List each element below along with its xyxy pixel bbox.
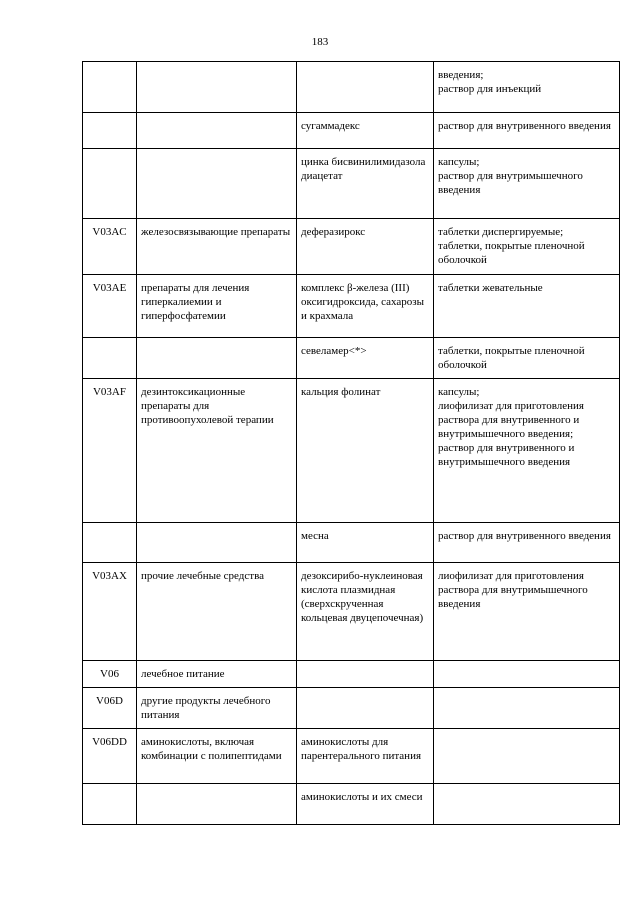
dosage-form-cell: капсулы; раствор для внутримышечного введения <box>434 149 620 219</box>
atc-code-cell <box>83 149 137 219</box>
dosage-form-cell <box>434 688 620 729</box>
drug-name-cell: аминокислоты и их смеси <box>297 784 434 825</box>
dosage-form-cell: введения; раствор для инъекций <box>434 62 620 113</box>
table-row <box>83 563 620 661</box>
group-cell: дезинтоксикационные препараты для противоопухолевой терапии <box>137 379 297 523</box>
dosage-form-cell <box>434 729 620 784</box>
table-row <box>83 523 620 563</box>
drug-name-cell <box>297 688 434 729</box>
dosage-form-cell: таблетки жевательные <box>434 275 620 338</box>
page-number: 183 <box>311 36 329 48</box>
group-cell: другие продукты лечебного питания <box>137 688 297 729</box>
dosage-form-cell: таблетки, покрытые пленочной оболочкой <box>434 338 620 379</box>
drug-name-cell: аминокислоты для парентерального питания <box>297 729 434 784</box>
table-row <box>83 688 620 729</box>
atc-code-cell <box>83 62 137 113</box>
dosage-form-cell: капсулы; лиофилизат для приготовления раствора для внутривенного и внутримышечного введения; раствор для внутривенного и внутримышечного введения <box>434 379 620 523</box>
drug-name-cell: деферазирокс <box>297 219 434 275</box>
drug-name-cell: цинка бисвинилимидазола диацетат <box>297 149 434 219</box>
group-cell <box>137 784 297 825</box>
table-row <box>83 784 620 825</box>
group-cell <box>137 149 297 219</box>
dosage-form-cell: лиофилизат для приготовления раствора для внутримышечного введения <box>434 563 620 661</box>
dosage-form-cell: раствор для внутривенного введения <box>434 523 620 563</box>
group-cell: лечебное питание <box>137 661 297 688</box>
atc-code-cell: V06D <box>83 688 137 729</box>
drug-name-cell <box>297 661 434 688</box>
atc-code-cell <box>83 113 137 149</box>
table-row <box>83 113 620 149</box>
table-row <box>83 275 620 338</box>
dosage-form-cell <box>434 784 620 825</box>
atc-code-cell: V06DD <box>83 729 137 784</box>
atc-code-cell: V03AX <box>83 563 137 661</box>
group-cell <box>137 523 297 563</box>
table-row <box>83 338 620 379</box>
table-row <box>83 149 620 219</box>
drug-name-cell: комплекс β-железа (III) оксигидроксида, сахарозы и крахмала <box>297 275 434 338</box>
group-cell <box>137 113 297 149</box>
drug-name-cell: севеламер<*> <box>297 338 434 379</box>
atc-code-cell <box>83 338 137 379</box>
dosage-form-cell: раствор для внутривенного введения <box>434 113 620 149</box>
drug-table <box>82 61 620 825</box>
table-row <box>83 379 620 523</box>
drug-name-cell: кальция фолинат <box>297 379 434 523</box>
table-row <box>83 219 620 275</box>
group-cell: прочие лечебные средства <box>137 563 297 661</box>
group-cell: аминокислоты, включая комбинации с полипептидами <box>137 729 297 784</box>
group-cell: железосвязывающие препараты <box>137 219 297 275</box>
dosage-form-cell <box>434 661 620 688</box>
atc-code-cell <box>83 784 137 825</box>
group-cell <box>137 62 297 113</box>
atc-code-cell: V03AF <box>83 379 137 523</box>
dosage-form-cell: таблетки диспергируемые; таблетки, покрытые пленочной оболочкой <box>434 219 620 275</box>
group-cell: препараты для лечения гиперкалиемии и гиперфосфатемии <box>137 275 297 338</box>
drug-name-cell: дезоксирибо-нуклеиновая кислота плазмидная (сверхскрученная кольцевая двуцепочечная) <box>297 563 434 661</box>
atc-code-cell <box>83 523 137 563</box>
drug-name-cell: месна <box>297 523 434 563</box>
atc-code-cell: V03AE <box>83 275 137 338</box>
group-cell <box>137 338 297 379</box>
table-row <box>83 661 620 688</box>
table-row <box>83 729 620 784</box>
atc-code-cell: V06 <box>83 661 137 688</box>
drug-name-cell <box>297 62 434 113</box>
drug-name-cell: сугаммадекс <box>297 113 434 149</box>
atc-code-cell: V03AC <box>83 219 137 275</box>
table-row <box>83 62 620 113</box>
